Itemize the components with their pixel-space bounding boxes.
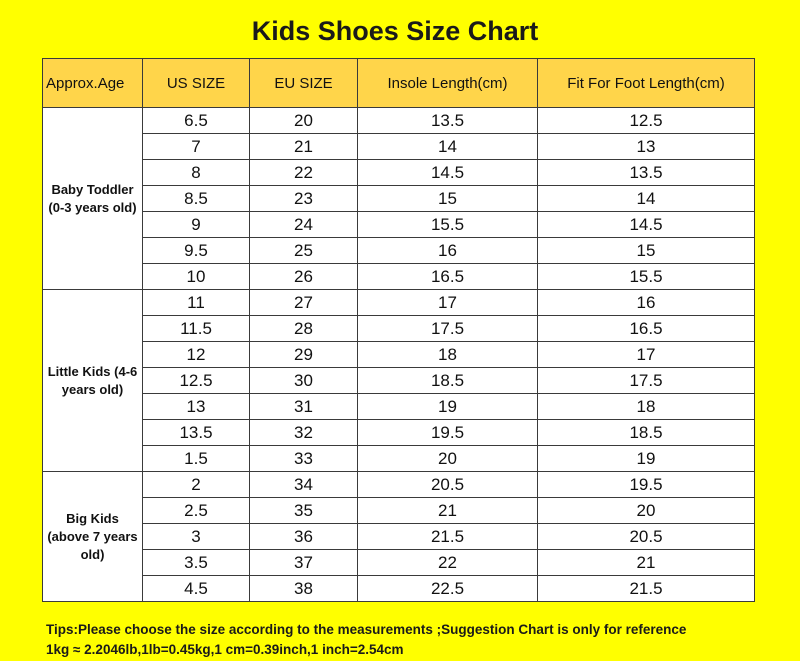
insole-length-cell: 22: [358, 550, 538, 576]
table-row: [43, 108, 755, 134]
us-size-cell: 1.5: [143, 446, 250, 472]
us-size-cell: 11: [143, 290, 250, 316]
chart-title: Kids Shoes Size Chart: [251, 16, 539, 46]
us-size-cell: 6.5: [143, 108, 250, 134]
us-size-cell: 4.5: [143, 576, 250, 602]
foot-length-cell: 21.5: [538, 576, 755, 602]
tips-note: [46, 620, 786, 660]
us-size-cell: 8: [143, 160, 250, 186]
foot-length-cell: 15.5: [538, 264, 755, 290]
eu-size-cell: 24: [250, 212, 358, 238]
foot-length-cell: 17.5: [538, 368, 755, 394]
table-row: [43, 342, 755, 368]
header-us-size: US SIZE: [143, 59, 250, 108]
insole-length-cell: 15: [358, 186, 538, 212]
insole-length-cell: 20: [358, 446, 538, 472]
header-approx-age: Approx.Age: [43, 59, 143, 108]
us-size-cell: 13: [143, 394, 250, 420]
us-size-cell: 9: [143, 212, 250, 238]
us-size-cell: 7: [143, 134, 250, 160]
table-row: [43, 550, 755, 576]
us-size-cell: 12.5: [143, 368, 250, 394]
eu-size-cell: 37: [250, 550, 358, 576]
table-row: [43, 446, 755, 472]
table-row: [43, 420, 755, 446]
table-row: [43, 186, 755, 212]
foot-length-cell: 13: [538, 134, 755, 160]
eu-size-cell: 36: [250, 524, 358, 550]
table-row: [43, 134, 755, 160]
header-foot-length: Fit For Foot Length(cm): [538, 59, 755, 108]
foot-length-cell: 20.5: [538, 524, 755, 550]
eu-size-cell: 22: [250, 160, 358, 186]
header-eu-size: EU SIZE: [250, 59, 358, 108]
us-size-cell: 11.5: [143, 316, 250, 342]
tips-line-2: 1kg ≈ 2.2046lb,1lb=0.45kg,1 cm=0.39inch,1 inch=2.54cm: [46, 642, 404, 657]
insole-length-cell: 14: [358, 134, 538, 160]
insole-length-cell: 18.5: [358, 368, 538, 394]
table-row: [43, 524, 755, 550]
age-group-label: Little Kids (4-6 years old): [43, 290, 143, 472]
us-size-cell: 3: [143, 524, 250, 550]
insole-length-cell: 19.5: [358, 420, 538, 446]
us-size-cell: 2.5: [143, 498, 250, 524]
insole-length-cell: 14.5: [358, 160, 538, 186]
table-row: [43, 576, 755, 602]
insole-length-cell: 21.5: [358, 524, 538, 550]
us-size-cell: 2: [143, 472, 250, 498]
insole-length-cell: 16.5: [358, 264, 538, 290]
us-size-cell: 12: [143, 342, 250, 368]
insole-length-cell: 20.5: [358, 472, 538, 498]
age-group-label: Big Kids (above 7 years old): [43, 472, 143, 602]
eu-size-cell: 21: [250, 134, 358, 160]
eu-size-cell: 23: [250, 186, 358, 212]
eu-size-cell: 25: [250, 238, 358, 264]
foot-length-cell: 12.5: [538, 108, 755, 134]
table-row: [43, 212, 755, 238]
table-row: [43, 498, 755, 524]
table-row: [43, 238, 755, 264]
table-row: [43, 316, 755, 342]
us-size-cell: 10: [143, 264, 250, 290]
insole-length-cell: 13.5: [358, 108, 538, 134]
us-size-cell: 8.5: [143, 186, 250, 212]
eu-size-cell: 31: [250, 394, 358, 420]
us-size-cell: 9.5: [143, 238, 250, 264]
eu-size-cell: 38: [250, 576, 358, 602]
foot-length-cell: 19: [538, 446, 755, 472]
insole-length-cell: 17: [358, 290, 538, 316]
eu-size-cell: 34: [250, 472, 358, 498]
insole-length-cell: 16: [358, 238, 538, 264]
insole-length-cell: 19: [358, 394, 538, 420]
age-group-label: Baby Toddler (0-3 years old): [43, 108, 143, 290]
table-row: [43, 290, 755, 316]
insole-length-cell: 18: [358, 342, 538, 368]
foot-length-cell: 17: [538, 342, 755, 368]
foot-length-cell: 18: [538, 394, 755, 420]
insole-length-cell: 22.5: [358, 576, 538, 602]
table-row: [43, 264, 755, 290]
foot-length-cell: 20: [538, 498, 755, 524]
eu-size-cell: 35: [250, 498, 358, 524]
table-row: [43, 394, 755, 420]
size-chart-table: [42, 58, 755, 602]
foot-length-cell: 13.5: [538, 160, 755, 186]
eu-size-cell: 27: [250, 290, 358, 316]
table-row: [43, 160, 755, 186]
table-row: [43, 368, 755, 394]
eu-size-cell: 33: [250, 446, 358, 472]
table-row: [43, 472, 755, 498]
eu-size-cell: 30: [250, 368, 358, 394]
eu-size-cell: 20: [250, 108, 358, 134]
insole-length-cell: 21: [358, 498, 538, 524]
eu-size-cell: 28: [250, 316, 358, 342]
foot-length-cell: 14.5: [538, 212, 755, 238]
foot-length-cell: 14: [538, 186, 755, 212]
table-body: [43, 108, 755, 602]
eu-size-cell: 32: [250, 420, 358, 446]
foot-length-cell: 18.5: [538, 420, 755, 446]
insole-length-cell: 15.5: [358, 212, 538, 238]
header-row: [43, 59, 755, 108]
foot-length-cell: 21: [538, 550, 755, 576]
header-insole-length: Insole Length(cm): [358, 59, 538, 108]
insole-length-cell: 17.5: [358, 316, 538, 342]
eu-size-cell: 29: [250, 342, 358, 368]
foot-length-cell: 19.5: [538, 472, 755, 498]
us-size-cell: 3.5: [143, 550, 250, 576]
us-size-cell: 13.5: [143, 420, 250, 446]
foot-length-cell: 15: [538, 238, 755, 264]
foot-length-cell: 16: [538, 290, 755, 316]
tips-line-1: Tips:Please choose the size according to the measurements ;Suggestion Chart is only for reference: [46, 622, 687, 637]
foot-length-cell: 16.5: [538, 316, 755, 342]
eu-size-cell: 26: [250, 264, 358, 290]
